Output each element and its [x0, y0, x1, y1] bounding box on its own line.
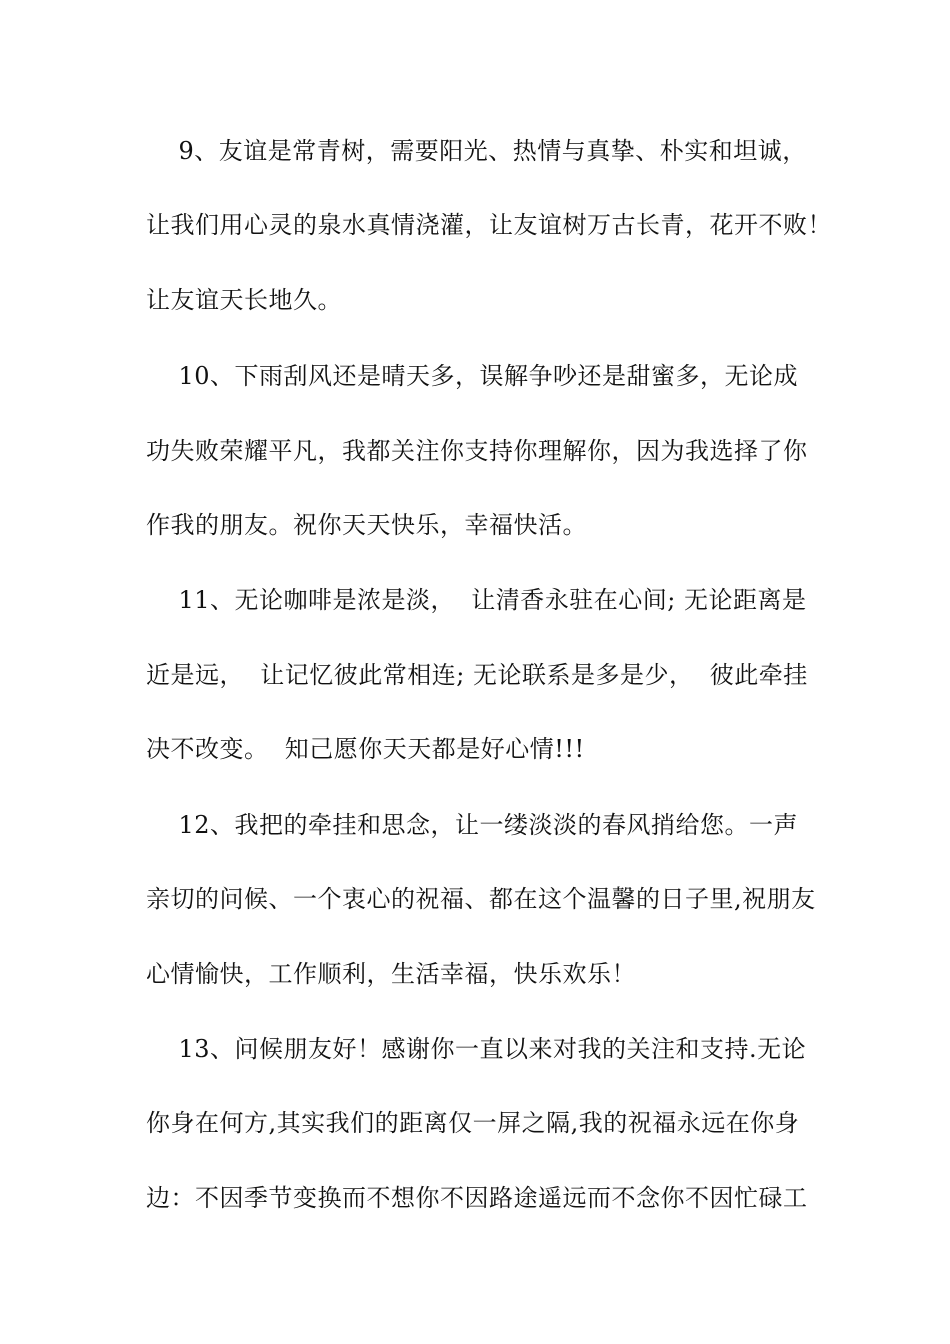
paragraph-9-line-3: 让友谊天长地久。	[146, 286, 342, 314]
paragraph-10-line-2: 功失败荣耀平凡，我都关注你支持你理解你，因为我选择了你	[146, 437, 808, 465]
paragraph-9-line-2: 让我们用心灵的泉水真情浇灌，让友谊树万古长青，花开不败！	[146, 211, 832, 239]
paragraph-11-line-2: 近是远， 让记忆彼此常相连; 无论联系是多是少， 彼此牵挂	[146, 661, 808, 689]
paragraph-10-line-1: 10、下雨刮风还是晴天多，误解争吵还是甜蜜多，无论成	[146, 362, 799, 390]
paragraph-13-line-3: 边：不因季节变换而不想你不因路途遥远而不念你不因忙碌工	[146, 1184, 808, 1212]
paragraph-12-line-1: 12、我把的牵挂和思念，让一缕淡淡的春风捎给您。一声	[146, 811, 799, 839]
paragraph-13-line-1: 13、问候朋友好！感谢你一直以来对我的关注和支持.无论	[146, 1035, 807, 1063]
paragraph-10-line-3: 作我的朋友。祝你天天快乐，幸福快活。	[146, 511, 587, 539]
paragraph-12-line-2: 亲切的问候、一个衷心的祝福、都在这个温馨的日子里,祝朋友	[146, 885, 816, 913]
paragraph-13-line-2: 你身在何方,其实我们的距离仅一屏之隔,我的祝福永远在你身	[146, 1109, 800, 1137]
paragraph-9-line-1: 9、友谊是常青树，需要阳光、热情与真挚、朴实和坦诚，	[146, 137, 807, 165]
paragraph-11-line-3: 决不改变。 知己愿你天天都是好心情!!!	[146, 735, 585, 763]
paragraph-11-line-1: 11、无论咖啡是浓是淡， 让清香永驻在心间; 无论距离是	[146, 586, 807, 614]
paragraph-12-line-3: 心情愉快，工作顺利，生活幸福，快乐欢乐！	[146, 960, 636, 988]
